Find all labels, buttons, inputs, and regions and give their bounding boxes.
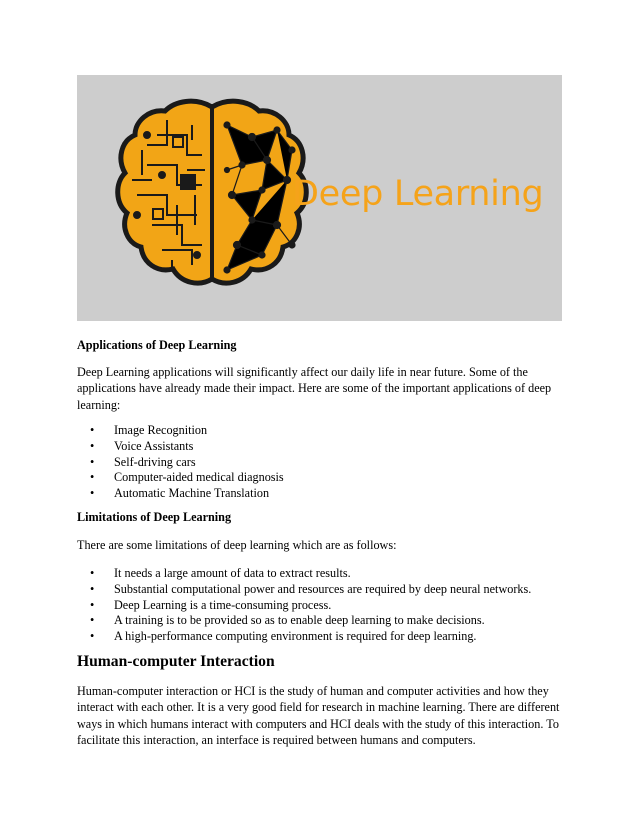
list-item: • Computer-aided medical diagnosis [77, 470, 284, 486]
list-item: • Self-driving cars [77, 455, 284, 471]
list-item: • Deep Learning is a time-consuming process. [77, 598, 531, 614]
applications-intro: Deep Learning applications will significantly affect our daily life in near future. Some of the applications have already made their impact. Here are some of the important applications of deep learning: [77, 365, 552, 412]
limitations-intro: There are some limitations of deep learning which are as follows: [77, 538, 397, 552]
applications-list [77, 423, 284, 502]
list-item: • It needs a large amount of data to extract results. [77, 566, 531, 582]
hci-heading: Human-computer Interaction [77, 653, 275, 670]
limitations-heading: Limitations of Deep Learning [77, 510, 232, 524]
list-item: • Voice Assistants [77, 439, 284, 455]
limitations-list [77, 566, 531, 645]
list-item: • Image Recognition [77, 423, 284, 439]
list-item: • Substantial computational power and resources are required by deep neural networks. [77, 582, 531, 598]
deep-learning-banner [77, 75, 562, 321]
hci-body: Human-computer interaction or HCI is the study of human and computer activities and how they interact with each other. It is a very good field for research in machine learning. There are different ways in which humans interact with computers and HCI deals with the study of this interaction. To facilitate this interaction, an interface is required between humans and computers. [77, 684, 560, 748]
applications-heading: Applications of Deep Learning [77, 338, 237, 352]
list-item: • A training is to be provided so as to enable deep learning to make decisions. [77, 613, 531, 629]
list-item: • A high-performance computing environment is required for deep learning. [77, 629, 531, 645]
list-item: • Automatic Machine Translation [77, 486, 284, 502]
banner-title: Deep Learning [292, 174, 544, 214]
